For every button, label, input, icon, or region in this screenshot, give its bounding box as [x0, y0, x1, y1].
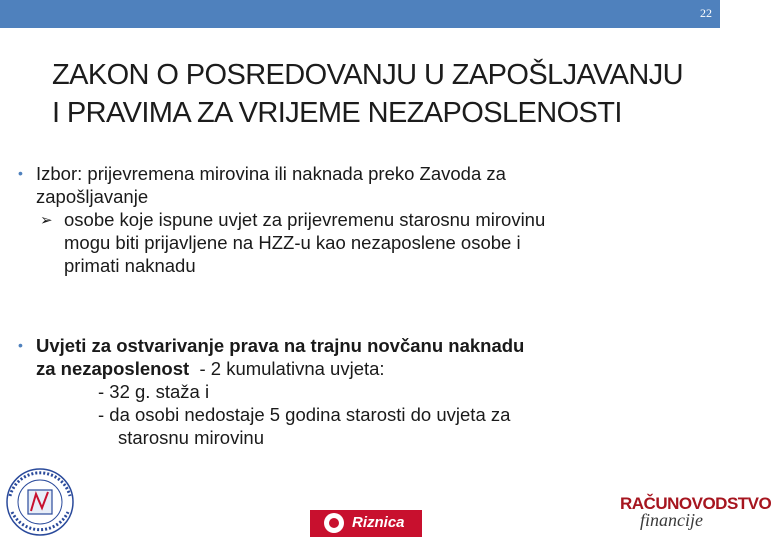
logo-financije-text: financije — [640, 510, 703, 530]
bullet-1-line-2: zapošljavanje — [36, 186, 149, 207]
sub-bullet-line-3: primati naknadu — [64, 255, 196, 276]
condition-2-continued: starosnu mirovinu — [118, 427, 265, 448]
bullet-2-bold-text: za nezaposlenost — [36, 358, 190, 379]
arrow-right-icon: ➢ — [40, 212, 53, 229]
bullet-1-line-1: Izbor: prijevremena mirovina ili naknada preko Zavoda za — [36, 163, 506, 184]
header-bar — [0, 0, 720, 28]
bullet-dot-icon: • — [18, 337, 23, 353]
logo-racunovodstvo-text: RAČUNOVODSTVO — [620, 494, 771, 513]
bullet-2-line-2 — [36, 357, 698, 380]
racunovodstvo-logo — [620, 494, 771, 538]
title-line-1: ZAKON O POSREDOVANJU U ZAPOŠLJAVANJU — [52, 59, 684, 91]
sub-bullet-line-1: osobe koje ispune uvjet za prijevremenu starosnu mirovinu — [64, 209, 546, 230]
riznica-logo — [310, 510, 422, 537]
condition-1: - 32 g. staža i — [98, 381, 210, 402]
slide-number: 22 — [700, 6, 712, 20]
slide-title — [52, 56, 692, 132]
bullet-2-line-1: Uvjeti za ostvarivanje prava na trajnu novčanu naknadu — [36, 335, 525, 356]
sub-bullet-line-2: mogu biti prijavljene na HZZ-u kao nezaposlene osobe i — [64, 232, 521, 253]
condition-2: - da osobi nedostaje 5 godina starosti do uvjeta za — [98, 404, 511, 425]
bullet-dot-icon: • — [18, 165, 23, 181]
bullet-item-2 — [18, 334, 698, 449]
bullet-2-rest-text: - 2 kumulativna uvjeta: — [189, 358, 385, 379]
bullet-item-1 — [18, 162, 698, 277]
riznica-text: Riznica — [352, 514, 405, 531]
sub-bullet-1 — [40, 208, 698, 277]
riznica-emblem-icon — [324, 513, 344, 533]
association-seal-logo — [4, 466, 76, 538]
title-line-2: I PRAVIMA ZA VRIJEME NEZAPOSLENOSTI — [52, 97, 622, 129]
